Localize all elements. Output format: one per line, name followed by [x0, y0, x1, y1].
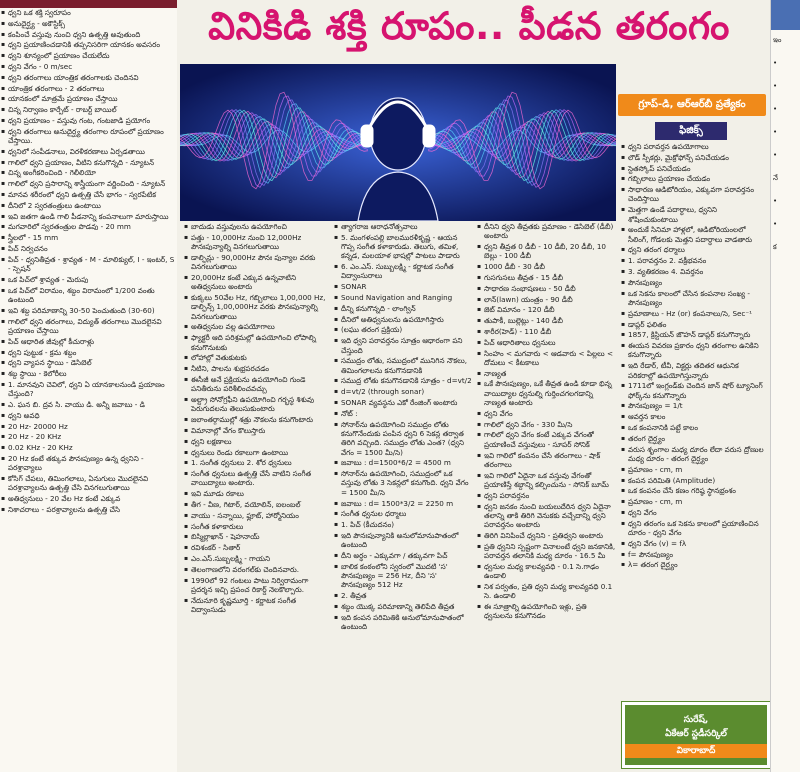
col5-item: ▪ 1857, క్రిస్టియన్ జొహన్ డాప్లర్ కనుగొన్నారు	[620, 330, 766, 339]
col1-item: ▪ అతిధ్వనులు - 20 వేల Hz కంటే ఎక్కువ	[0, 494, 177, 503]
col4-item: ▪ తిరిగి వినిపించే ధ్వనిని - ప్రతిధ్వని అంటారు	[476, 531, 616, 540]
column-3-list	[333, 222, 473, 631]
col5-item: ▪ తరంగ దైర్ఘ్యం	[620, 434, 766, 443]
col2-item: ▪ కుక్కలు 50వేల Hz, గబ్బిలాలు 1,00,000 Hz, డాల్ఫిన్స్ 1,00,000Hz వరకు పౌనఃపున్యాల్ని వినగలుగుతాయి	[183, 293, 329, 321]
col4-item: ▪ గాలిలో ధ్వని వేగం కంటే ఎక్కువ వేగంతో ప్రయాణించే వస్తువులు - సూపర్ సోనిక్	[476, 430, 616, 449]
col1-item: ▪ ధ్వని పుట్టుక - క్రమ శబ్దం	[0, 348, 177, 357]
col3-item: ▪ 2. తీవ్రత	[333, 591, 473, 600]
edge-text-item: ఇం	[773, 36, 782, 44]
col2-item: ▪ ఈసీజీ అనే ప్రక్రియను ఉపయోగించి గుండె పనితీరును పరిశీలించవచ్చు	[183, 375, 329, 394]
col2-item: ▪ నేదునూరి కృష్ణమూర్తి - కర్ణాటక సంగీత విద్వాంసుడు	[183, 596, 329, 615]
col1-item: ▪ ధ్వని ఒక శక్తి స్వరూపం	[0, 8, 177, 17]
column-2-list	[183, 222, 329, 614]
col5-item: ▪ ఇది రేడార్, టీవీ, విక్టర్లు తదితర ఆధునిక పరికరాల్లో ఉపయోగిస్తున్నారు	[620, 361, 766, 380]
col1-item: ▪ 0.02 KHz - 20 KHz	[0, 443, 177, 452]
column-left	[0, 0, 177, 772]
edge-text-item: •	[773, 197, 778, 205]
col4-item: ▪ దీనిని ధ్వని తీవ్రతకు ప్రమాణం - డెసిబెల్ (డీబీ) అంటారు	[476, 222, 616, 241]
edge-text-item: •	[773, 59, 778, 67]
col2-item: ▪ ఫ్యాక్టరీ ఆది పరిశ్రమల్లో ఉపయోగించి లోపాల్ని కనుగొనుటకు	[183, 333, 329, 352]
col3-item: ▪ జవాబు : d=1500*6/2 = 4500 m	[333, 458, 473, 467]
col4-item: ▪ సింహం < మగవారు < ఆడవారు < పిల్లలు < దోమలు < కీటకాలు	[476, 349, 616, 368]
col5-item: ▪ ప్రమాణాలు - Hz (or) కంపనాలు/సె, Sec⁻¹	[620, 309, 766, 318]
col4-item: ▪ ధ్వని తీవ్రత 0 డీబీ - 10 డీబీ, 20 డీబీ, 10 బెల్లు - 100 డీబీ	[476, 242, 616, 261]
col3-item: ▪ దీని అర్థం - ఎక్కువగా / తక్కువగా పిచ్	[333, 551, 473, 560]
col5-item: ▪ ఒక కంపనానికి పట్టే కాలం	[620, 423, 766, 432]
col4-item: ▪ 1000 డీబీ - 30 డీబీ	[476, 262, 616, 271]
col1-item: ▪ మగవారిలో స్వరతంత్రుల పొడవు - 20 mm	[0, 222, 177, 231]
edge-text-item: నే	[773, 174, 778, 182]
col1-item: ▪ ధ్వని ప్రయాణించడానికి తప్పనిసరిగా యానకం అవసరం	[0, 40, 177, 49]
col5-item: ▪ పౌనఃపుణ్యం	[620, 278, 766, 287]
col2-item: ▪ తీగ - వీణ, గిటార్, వయోలిన్, ఐలంబల్	[183, 500, 329, 509]
col1-item: ▪ ధ్వని వ్యాపన స్థాయి - డెసిబెల్	[0, 358, 177, 367]
col1-item: ▪ ధ్వని తరంగాలు అనుదైర్ఘ్య తరంగాల రూపంలో ప్రయాణం చేస్తాయి.	[0, 127, 177, 146]
col5-item: ▪ λ= తరంగ దైర్ఘ్యం	[620, 560, 766, 569]
col4-item: ▪ శారీర(హెడ్) - 110 డీబీ	[476, 327, 616, 336]
col1-item: ▪ ధ్వని అవధి	[0, 411, 177, 420]
col5-item: ▪ పౌనఃపుణ్యం = 1/t	[620, 401, 766, 410]
col3-item: ▪ ఇది ధ్వని పరావర్తనం సూత్రం ఆధారంగా పని చేస్తుంది	[333, 336, 473, 355]
col3-item: ▪ సోనార్‌ను ఉపయోగించి సముద్రం లోతు కనుగొనేందుకు పంపిన ధ్వని 6 సెకన్ల తర్వాత తిరిగి వచ్చింది. సముద్రం లోతు ఎంత? (ధ్వని వేగం = 1500 మీ/సె)	[333, 420, 473, 457]
col2-item: ▪ ధ్వనులు రెండు రకాలుగా ఉంటాయి	[183, 448, 329, 457]
col3-item: ▪ SONAR వ్యవస్థను ఎకో రేంజింగ్ అంటారు	[333, 398, 473, 407]
col1-item: ▪ పిచ్ నిర్వచనం	[0, 244, 177, 253]
col2-item: ▪ తెలంగాణలోని వరంగల్‌కు చెందినవారు.	[183, 565, 329, 574]
col3-item: ▪ SONAR	[333, 282, 473, 291]
col4-item: ▪ తుపాకీ, బుల్లెట్లు - 140 డీబీ	[476, 316, 616, 325]
col5-item: ▪ ఆవర్తన కాలం	[620, 412, 766, 421]
col5-item: ▪ మెత్తగా ఉండే పదార్థాలు, ధ్వనిని శోషించుకుంటాయి	[620, 205, 766, 224]
col2-item: ▪ నీటిని, పాలను శుభ్రపరచడం	[183, 364, 329, 373]
col4-item: ▪ ఈ సూత్రాల్ని ఉపయోగించి ఇళ్లు, ప్రతి ధ్వనులను కనుగొనడం	[476, 602, 616, 621]
edge-text-item: •	[773, 128, 778, 136]
col4-item: ▪ ధ్వనుల మధ్య కాలవ్యవధి - 0.1 సె.గాఢం ఉండాలి	[476, 562, 616, 581]
edge-text-item: •	[773, 82, 778, 90]
column-2	[183, 222, 329, 772]
col3-item: ▪ 6. ఎం.ఎస్. సుబ్బులక్ష్మి - కర్ణాటక సంగీత విద్వాంసురాలు	[333, 262, 473, 281]
col5-item: ▪ ధ్వని వేగం	[620, 508, 766, 517]
col2-item: ▪ 20,000Hz కంటే ఎక్కువ ఉన్నవాటిని అతిధ్వనులు అంటారు	[183, 273, 329, 292]
page-headline: వినికిడి శక్తి రూపం.. పీడన తరంగం	[208, 4, 730, 48]
col4-item: ▪ లాన్(lawn) యంత్రం - 90 డీబీ	[476, 295, 616, 304]
col2-item: ▪ లోహాల్లో వెతుకుటకు	[183, 353, 329, 362]
col5-item: ▪ సాధారణ ఆడిటోరియం, ఎక్కువగా పరావర్తనం చెందిస్తాయి	[620, 185, 766, 204]
author-box	[622, 702, 770, 768]
col1-item: ▪ ధ్వని శూన్యంలో ప్రయాణం చేయలేదు	[0, 51, 177, 60]
edge-text-item: క	[773, 243, 777, 251]
col3-item: ▪ సోనార్‌ను ఉపయోగించి, సముద్రంలో ఒక వస్తువు లోతు 3 సెకన్లలో కనుగొంది. ధ్వని వేగం = 1500 మీ/సె	[333, 469, 473, 497]
author-place: వికారాబాద్	[625, 744, 767, 758]
col5-item: ▪ అందుకే సినిమా హాళ్లలో, ఆడిటోరియంలలో సీలింగ్, గోడలకు మెత్తని పదార్థాలు వాడతారు	[620, 225, 766, 244]
col4-item: ▪ ఇవి గాలిలో కంపనం చేసే తరంగాలు - షాక్ తరంగాలు	[476, 451, 616, 470]
col1-item: ▪ చిన్న నిర్వాణం కార్పేట్ - రాబర్ట్ బాయిల్	[0, 105, 177, 114]
col4-item: ▪ ఒకే పౌనఃపుణ్యం, ఒకే తీవ్రత ఉండి కూడా భిన్న వాయిద్యాల ధ్వనుల్ని గుర్తించగలగడాన్ని నాణ్యత అంటారు	[476, 379, 616, 407]
col2-item: ▪ సంగీత ధ్వనులు ఉత్పత్తి చేసే వాటిని సంగీత వాయిద్యాలు అంటారు.	[183, 469, 329, 488]
col3-item: ▪ దీనిలో అతిధ్వనులను ఉపయోగిస్తారు	[333, 315, 473, 324]
col1-item: ▪ యానకంలో మాత్రమే ప్రయాణం చేస్తాయి	[0, 94, 177, 103]
col1-item: ▪ శబ్ద స్థాయి - కెలోరీలు	[0, 369, 177, 378]
col5-item: ▪ గబ్బిలాలు ప్రయాణం చేయడం	[620, 174, 766, 183]
col2-item: ▪ బాదుడు వస్తువులను ఉపయోగించి	[183, 222, 329, 231]
col5-item: ▪ ఈయన వివరణ ప్రకారం ధ్వని తరంగాల ఉనికిని కనుగొన్నారు	[620, 341, 766, 360]
col2-item: ▪ వాయు - సన్నాయి, ఫ్లూట్, హార్మోనియం	[183, 511, 329, 520]
edge-text-item: •	[773, 105, 778, 113]
subject-label: ఫిజిక్స్	[655, 122, 727, 140]
col2-item: ▪ సంగీత కళాకారులు	[183, 522, 329, 531]
col1-item: ▪ దీనిలో 2 స్వరతంత్రులు ఉంటాయి	[0, 201, 177, 210]
col4-item: ▪ నిశ పర్వతం, ప్రతి ధ్వని మధ్య కాలవ్యవధి 0.1 సె. ఉండాలి	[476, 582, 616, 601]
edge-blue-block	[771, 0, 800, 30]
right-edge-strip	[770, 0, 800, 772]
col3-item: ▪ జవాబు : d= 1500*3/2 = 2250 m	[333, 499, 473, 508]
col3-item: ▪ సంగీత ధ్వనుల ధర్మాలు	[333, 509, 473, 518]
left-column-header-bar	[0, 0, 177, 8]
col1-item: ▪ 1. మానవుని చెవిలో, ధ్వని ఏ యానకాలనుండి ప్రయాణం చేస్తుంది?	[0, 380, 177, 399]
col3-item: ▪ సముద్రం లోతు, సముద్రంలో మునిగిన నౌకలు, తిమింగలాలను కనుగొనడానికి	[333, 356, 473, 375]
col2-item: ▪ జలాంతర్గాముల్లో శత్రు నౌకలను కనుగొంటారు	[183, 415, 329, 424]
col1-item: ▪ కోసిగ్ చేపలు, తిమింగలాలు, ఏనుగులు మొదలైనవి పరశ్రావ్యాలను ఉత్పత్తి చేసి వినగలుగుతాయి	[0, 474, 177, 493]
col5-item: ▪ ఒక కంపనం చేసే కణం గరిష్ఠ స్థానభ్రంశం	[620, 486, 766, 495]
col3-item: ▪ బాలిక కంఠంలోని స్వరంలో మొదటి 'స' పౌనఃపుణ్యం = 256 Hz, దీని 'స' పౌనఃపుణ్యం 512 Hz	[333, 562, 473, 590]
col1-item: ▪ ధ్వని ప్రయాణం - వస్తువు గంట, గంటజాడి ప్రయోగం	[0, 116, 177, 125]
col1-item: ▪ మానవ శరీరంలో ధ్వని ఉత్పత్తి చేసే భాగం - స్వరపేటిక	[0, 190, 177, 199]
col3-item: ▪ d=vt/2 (through sonar)	[333, 387, 473, 396]
col5-item: ▪ 1. పరావర్తనం 2. వక్రీభవనం	[620, 256, 766, 265]
col5-item: ▪ ప్రమాణం - cm, m	[620, 497, 766, 506]
col5-item: ▪ డాప్లర్ ఫలితం	[620, 320, 766, 329]
col1-item: ▪ 20 Hz - 20 KHz	[0, 432, 177, 441]
col3-item: ▪ నోట్ :	[333, 409, 473, 418]
col1-item: ▪ చిన్న అంగీకరించింది - గెలీలియో	[0, 168, 177, 177]
col2-item: ▪ ధ్వని లక్షణాలు	[183, 437, 329, 446]
column-5	[620, 142, 766, 702]
col5-item: ▪ ధ్వని పరావర్తన ఉపయోగాలు	[620, 142, 766, 151]
col5-item: ▪ ధ్వని తరంగం ఒక సెకను కాలంలో ప్రయాణించిన దూరం - ధ్వని వేగం	[620, 519, 766, 538]
col5-item: ▪ 3. వ్యతికరణం 4. వివర్తనం	[620, 267, 766, 276]
col3-item: ▪ (లఘు తరంగ ప్రక్రియ)	[333, 325, 473, 334]
col2-item: ▪ డాల్ఫిన్లు - 90,000Hz పౌనః పున్యాల వరకు వినగలుగుతాయి	[183, 253, 329, 272]
col3-item: ▪ ఇది పౌనఃపున్యానికి అనులోమానుపాతంలో ఉంటుంది	[333, 531, 473, 550]
sound-wave-graphic	[180, 64, 616, 221]
col1-item: ▪ 20 Hz కంటే తక్కువ పౌనఃపుణ్యం ఉన్న ధ్వనిని - పరశ్రావ్యాలు	[0, 454, 177, 473]
col1-item: ▪ అనుదైర్ఘ్య - అకౌస్టిక్స్	[0, 19, 177, 28]
col2-item: ▪ ఇవి మూడు రకాలు	[183, 489, 329, 498]
col5-item: ▪ ప్రమాణం - cm, m	[620, 465, 766, 474]
column-4	[476, 222, 616, 772]
col1-item: ▪ గాలిలో ధ్వని ప్రయాణం, వీటిని కనుగొన్నది - న్యూటన్	[0, 158, 177, 167]
col2-item: ▪ 1. సంగీత ధ్వనులు 2. శోర ధ్వనులు	[183, 458, 329, 467]
col1-item: ▪ ఒక పిచ్‌లో విరామం, శబ్దం విరామంలో 1/200 వంతు ఉంటుంది	[0, 286, 177, 305]
col1-item: ▪ స్త్రీలలో - 15 mm	[0, 233, 177, 242]
col2-item: ▪ పత్తు - 10,000Hz నుంచి 12,000Hz పౌనఃపున్యాల్ని వినగలుగుతాయి	[183, 233, 329, 252]
col3-item: ▪ త్యాగరాజ ఆరాధనోత్సవాలు	[333, 222, 473, 231]
col2-item: ▪ విమానాల్లో వేగం కొలుస్తారు	[183, 426, 329, 435]
col3-item: ▪ ఇది కంపన పరిమితికి అనులోమానుపాతంలో ఉంటుంది	[333, 613, 473, 632]
left-column-list	[0, 8, 177, 514]
col1-item: ▪ ధ్వని తరంగాలు యాంత్రిక తరంగాలకు చెందినవి	[0, 73, 177, 82]
col4-item: ▪ సాధారణ సంభాషణలు - 50 డీబీ	[476, 284, 616, 293]
col2-item: ▪ అల్ట్రా సోనోగ్రఫీని ఉపయోగించి గర్భస్థ శిశువు పెరుగుదలను తెలుసుకుంటారు	[183, 395, 329, 414]
col4-item: ▪ జెట్ విమానం - 120 డీబీ	[476, 305, 616, 314]
column-4-list	[476, 222, 616, 621]
col3-item: ▪ సముద్ర లోతు కనుగొనడానికి సూత్రం - d=vt/2	[333, 376, 473, 385]
col1-item: ▪ గాలిలో ధ్వని తరంగాలు, విద్యుత్ తరంగాలు మొదలైనవి ప్రయాణం చేస్తాయి	[0, 317, 177, 336]
col5-item: ▪ ధ్వని వేగం (v) = fλ	[620, 539, 766, 548]
col5-item: ▪ లౌడ్ స్పీకర్లు, మైక్రోఫోన్స్ పనిచేయడం	[620, 153, 766, 162]
col5-item: ▪ ఒక సెకను కాలంలో చేసిన కంపనాల సంఖ్య - పౌనఃపుణ్యం	[620, 289, 766, 308]
col3-item: ▪ 5. మంగళంపల్లి బాలమురళీకృష్ణ - ఆయన గొప్ప సంగీత కళాకారుడు. తెలుగు, తమిళ, కన్నడ, మలయాళ భాషల్లో పాటలు పాడారు	[333, 233, 473, 261]
col4-item: ▪ ప్రతి ధ్వనిని స్పష్టంగా వినాలంటే ధ్వని జనకానికి, పరావర్తన తలానికి మధ్య దూరం - 16.5 మీ	[476, 542, 616, 561]
col1-item: ▪ పిచ్ - ధ్వనితీవ్రత - శ్రావ్యత - M - మాలిక్యుల్, I - ఇంటర్, S - స్పెషన్	[0, 255, 177, 274]
col2-item: ▪ బిస్మిల్లాఖాన్ - షెహనాయ్	[183, 532, 329, 541]
col5-item: ▪ స్టెతస్కోప్ పనిచేయడం	[620, 164, 766, 173]
col4-item: ▪ గాలిలో ధ్వని వేగం - 330 మీ/సె	[476, 420, 616, 429]
col1-item: ▪ గాలిలో ధ్వని ప్రసారాన్ని శాస్త్రీయంగా వర్ణించింది - న్యూటన్	[0, 179, 177, 188]
col5-item: ▪ కంపన పరిమితి (Amplitude)	[620, 476, 766, 485]
col1-item: ▪ నిశాచరాలు - పరశ్రావ్యాలను ఉత్పత్తి చేసి	[0, 505, 177, 514]
column-3	[333, 222, 473, 772]
col2-item: ▪ అతిధ్వనుల వల్ల ఉపయోగాలు	[183, 322, 329, 331]
category-tag: గ్రూప్-డి, ఆర్ఆర్‌బీ ప్రత్యేకం	[618, 94, 766, 116]
col5-item: ▪ 1711లో ఇంగ్లండ్‌కు చెందిన జాన్ షోర్ ట్యూనింగ్ ఫోర్క్‌ను కనుగొన్నారు	[620, 381, 766, 400]
col1-item: ▪ కంపించే వస్తువు నుంచి ధ్వని ఉత్పత్తి అవుతుంది	[0, 30, 177, 39]
col5-item: ▪ f= పౌనఃపుణ్యం	[620, 550, 766, 559]
col4-item: ▪ పిచ్ ఆధారితాలు ధ్వనులు	[476, 338, 616, 347]
col4-item: ▪ ధ్వని జనకం నుంచి బయలుదేరిన ధ్వని ఏదైనా తలాన్ని తాకి తిరిగి వెనుకకు వచ్చేదాన్ని ధ్వని పరావర్తనం అంటారు	[476, 502, 616, 530]
col1-item: ▪ ఎ. ఘన బి. ద్రవ సి. వాయు డి. అన్నీ జవాబు - డి	[0, 400, 177, 409]
col3-item: ▪ దీన్ని కనుగొన్నది - లాంగ్విన్	[333, 304, 473, 313]
sound-wave-illustration	[180, 64, 616, 221]
edge-text-item: •	[773, 220, 778, 228]
author-name: సురేష్,	[683, 714, 709, 725]
col1-item: ▪ 20 Hz- 20000 Hz	[0, 422, 177, 431]
col2-item: ▪ 1990లో 92 గంటలు పాటు నిర్విరామంగా ప్రదర్శన ఇచ్చి ప్రపంచ రికార్డ్ నెలకొల్పారు.	[183, 576, 329, 595]
col1-item: ▪ యాంత్రిక తరంగాలు - 2 తరంగాలు	[0, 84, 177, 93]
col4-item: ▪ ధ్వని వేగం	[476, 409, 616, 418]
col4-item: ▪ ధ్వని పరావర్తనం	[476, 491, 616, 500]
col1-item: ▪ ధ్వని వేగం - 0 m/sec	[0, 62, 177, 71]
author-role: ఏకేఆర్ స్టడీసర్కిల్	[665, 728, 727, 739]
edge-text-item: •	[773, 151, 778, 159]
col1-item: ▪ పిచ్ ఆధారిత జీవుల్లో కీచురాళ్లు	[0, 337, 177, 346]
col4-item: ▪ నాణ్యత	[476, 369, 616, 378]
col3-item: ▪ Sound Navigation and Ranging	[333, 293, 473, 302]
col1-item: ▪ ధ్వనిలో సంపీడనాలు, విరళీకరణాలు ఏర్పడతాయి	[0, 147, 177, 156]
col3-item: ▪ 1. పిచ్ (కీచుదనం)	[333, 520, 473, 529]
col3-item: ▪ శబ్దం యొక్క పరిమాణాన్ని తెలిపేది తీవ్రత	[333, 602, 473, 611]
col5-item: ▪ వరుస శృంగాల మధ్య దూరం లేదా వరుస ద్రోణుల మధ్య దూరం - తరంగ దైర్ఘ్యం	[620, 445, 766, 464]
col2-item: ▪ ఎం.ఎస్.సుబ్బలక్ష్మి - గాయని	[183, 554, 329, 563]
edge-text-list	[771, 36, 800, 252]
col4-item: ▪ ఇవి గాలిలో ఏదైనా ఒక వస్తువు వేగంతో ప్రయాణిస్తే శబ్దాన్ని కల్పించును - సోనిక్ బూమ్	[476, 471, 616, 490]
column-5-list	[620, 142, 766, 570]
col1-item: ▪ ఇవి జతగా ఉండి గాలి పీడనాన్ని కంపనాలుగా మారుస్తాయి	[0, 212, 177, 221]
col2-item: ▪ రవిశంకర్ - సితార్	[183, 543, 329, 552]
col4-item: ▪ గుసగుసలు తీవ్రత - 15 డీబీ	[476, 273, 616, 282]
col5-item: ▪ ధ్వని తరంగ ధర్మాలు	[620, 245, 766, 254]
col1-item: ▪ ఇవి శబ్ద పరిమాణాన్ని 30-50 పెంచుతుంది (30-60)	[0, 306, 177, 315]
col1-item: ▪ ఒక పిచ్‌లో శ్రావ్యత - మెరుపు	[0, 275, 177, 284]
